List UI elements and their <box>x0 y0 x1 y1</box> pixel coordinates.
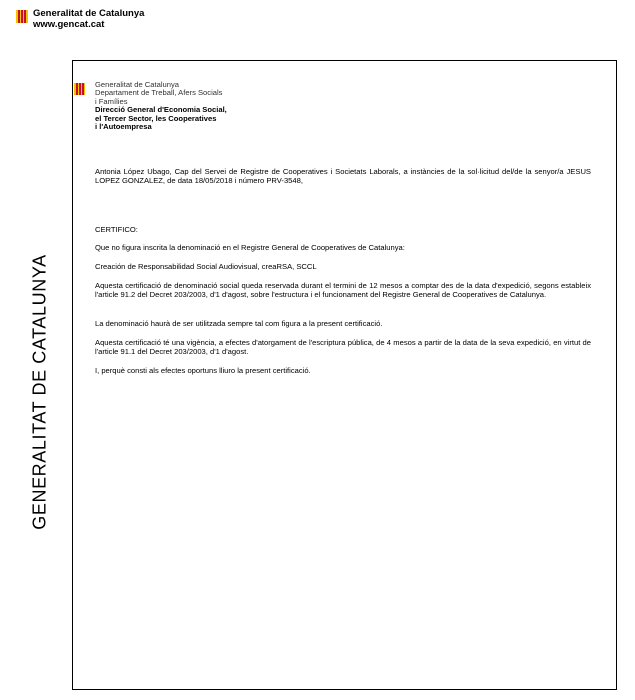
letterhead <box>95 81 227 131</box>
brand-website: www.gencat.cat <box>33 19 105 30</box>
paragraph-6: I, perquè consti als efectes oportuns lliuro la present certificació. <box>95 366 311 375</box>
paragraph-4: La denominació haurà de ser utilitzada sempre tal com figura a la present certificació. <box>95 319 383 328</box>
certifico-heading: CERTIFICO: <box>95 225 138 234</box>
paragraph-2: Creación de Responsabilidad Social Audiovisual, creaRSA, SCCL <box>95 262 317 271</box>
brand-name: Generalitat de Catalunya <box>33 8 145 19</box>
paragraph-1: Que no figura inscrita la denominació en el Registre General de Cooperatives de Catalunya: <box>95 243 405 252</box>
letterhead-flag-icon <box>74 83 85 95</box>
intro-paragraph: Antonia López Ubago, Cap del Servei de Registre de Cooperatives i Societats Laborals, a instàncies de la sol·licitud del/de la senyor/a JESUS LOPEZ GONZALEZ, de data 18/05/2018 i número PRV-3548, <box>95 167 591 185</box>
paragraph-3: Aquesta certificació de denominació social queda reservada durant el termini de 12 mesos a comptar des de la data d'expedició, segons estableix l'article 91.2 del Decret 203/2003, d'1 d'agost, sobre l'estructura i el funcionament del Registre General de Cooperatives de Catalunya. <box>95 281 591 299</box>
letterhead-line: Departament de Treball, Afers Socials <box>95 88 223 98</box>
letterhead-line: i Famílies <box>95 96 128 106</box>
letterhead-bold-line: el Tercer Sector, les Cooperatives <box>95 113 217 123</box>
letterhead-bold-line: Direcció General d'Economia Social, <box>95 105 227 115</box>
top-brand <box>33 8 144 30</box>
paragraph-5: Aquesta certificació té una vigència, a efectes d'atorgament de l'escriptura pública, de 4 mesos a partir de la data de la seva expedició, en virtut de l'article 91.1 del Decret 203/2003, d'1 d'agost. <box>95 338 591 356</box>
letterhead-bold-line: i l'Autoempresa <box>95 122 152 132</box>
generalitat-flag-icon <box>16 10 28 23</box>
vertical-sidebar-text: GENERALITAT DE CATALUNYA <box>29 254 50 530</box>
letterhead-line: Generalitat de Catalunya <box>95 80 180 89</box>
